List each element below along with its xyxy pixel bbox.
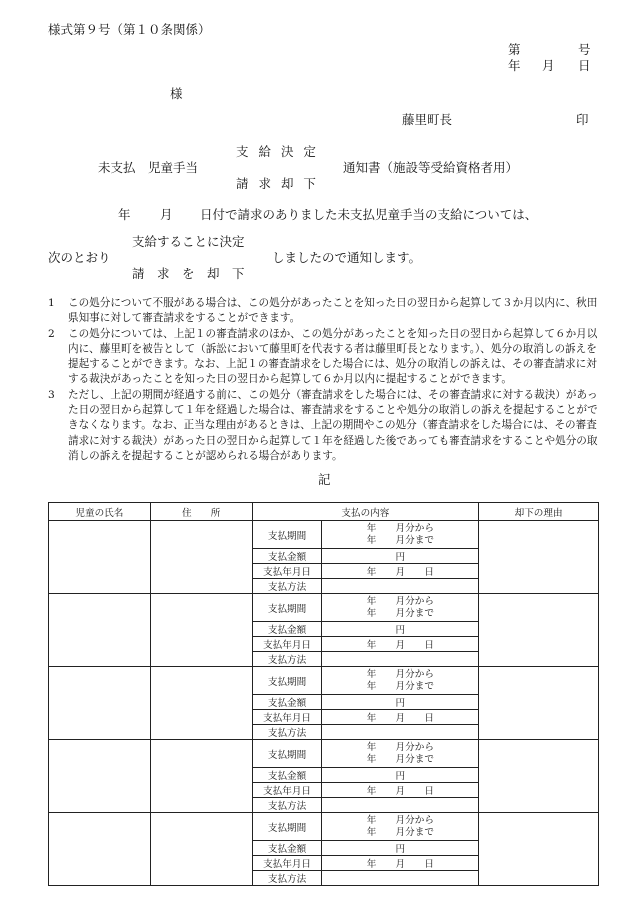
table-row [49,594,599,622]
amount-label: 支払金額 [252,695,322,710]
title-option-grant: 支 給 決 定 [236,144,319,159]
body-right-text: しましたので通知します。 [272,250,422,265]
note-item [48,388,600,464]
period-from: 年 月分から [366,595,434,607]
note-item [48,296,600,327]
method-label: 支払方法 [252,725,322,740]
amount-value[interactable]: 円 [322,549,479,564]
form-number: 様式第９号（第１０条関係） [48,22,211,37]
period-to: 年 月分まで [366,680,434,692]
amount-label: 支払金額 [252,622,322,637]
amount-label: 支払金額 [252,549,322,564]
period-label: 支払期間 [252,813,322,841]
table-row [49,667,599,695]
address-cell[interactable] [150,667,252,740]
date-value[interactable]: 年 月 日 [322,564,479,579]
method-value[interactable] [322,871,479,886]
period-from: 年 月分から [366,668,434,680]
table-row [49,521,599,549]
method-value[interactable] [322,798,479,813]
reason-cell[interactable] [479,521,599,594]
table-row [49,813,599,841]
period-label: 支払期間 [252,740,322,768]
period-to: 年 月分まで [366,607,434,619]
method-label: 支払方法 [252,798,322,813]
child-name-cell[interactable] [49,594,151,667]
date-month-label: 月 [542,58,555,73]
date-label: 支払年月日 [252,564,322,579]
seal-mark: 印 [576,112,589,127]
address-cell[interactable] [150,521,252,594]
method-label: 支払方法 [252,652,322,667]
period-value[interactable] [322,521,479,549]
date-day-label: 日 [578,58,591,73]
child-name-cell[interactable] [49,521,151,594]
method-label: 支払方法 [252,579,322,594]
period-to: 年 月分まで [366,826,434,838]
note-number: 1 [48,297,55,309]
amount-value[interactable]: 円 [322,841,479,856]
method-value[interactable] [322,579,479,594]
period-to: 年 月分まで [366,534,434,546]
notes-section [48,296,600,464]
ki-heading: 記 [318,472,331,487]
period-from: 年 月分から [366,741,434,753]
date-value[interactable]: 年 月 日 [322,783,479,798]
period-value[interactable] [322,740,479,768]
amount-value[interactable]: 円 [322,622,479,637]
title-prefix: 未支払 児童手当 [98,160,199,175]
child-name-cell[interactable] [49,740,151,813]
child-name-cell[interactable] [49,667,151,740]
period-from: 年 月分から [366,522,434,534]
period-label: 支払期間 [252,594,322,622]
period-value[interactable] [322,813,479,841]
period-value[interactable] [322,667,479,695]
period-to: 年 月分まで [366,753,434,765]
method-value[interactable] [322,725,479,740]
note-text: この処分については、上記１の審査請求のほか、この処分があったことを知った日の翌日から起算して６か月以内に、藤里町を被告として（訴訟において藤里町を代表する者は藤里町長となります。）、処分の取消しの訴えを提起することができます。なお、上記１の審査請求をした場合には、処分の取消しの訴えは、その審査請求に対する裁決があったことを知った日の翌日から起算して６か月以内に提起することができます。 [68,327,598,386]
body-option-reject: 請 求 を 却 下 [132,266,245,281]
number-label-left: 第 [508,42,521,57]
date-value[interactable]: 年 月 日 [322,856,479,871]
amount-label: 支払金額 [252,768,322,783]
date-label: 支払年月日 [252,710,322,725]
period-value[interactable] [322,594,479,622]
header-child-name: 児童の氏名 [49,503,151,521]
amount-label: 支払金額 [252,841,322,856]
header-rejection-reason: 却下の理由 [479,503,599,521]
title-option-reject: 請 求 却 下 [236,176,319,191]
reason-cell[interactable] [479,667,599,740]
addressee-suffix: 様 [170,86,183,101]
date-year-label: 年 [508,58,521,73]
date-label: 支払年月日 [252,783,322,798]
note-text: この処分について不服がある場合は、この処分があったことを知った日の翌日から起算して３か月以内に、秋田県知事に対して審査請求をすることができます。 [68,297,598,325]
reason-cell[interactable] [479,813,599,886]
note-number: 2 [48,327,55,340]
table-row [49,740,599,768]
amount-value[interactable]: 円 [322,695,479,710]
address-cell[interactable] [150,594,252,667]
period-label: 支払期間 [252,521,322,549]
body-option-grant: 支給することに決定 [132,234,245,249]
reason-cell[interactable] [479,740,599,813]
number-label-right: 号 [578,42,591,57]
date-value[interactable]: 年 月 日 [322,710,479,725]
body-year: 年 [118,207,131,222]
issuer-title: 藤里町長 [402,112,453,127]
address-cell[interactable] [150,813,252,886]
header-payment-content: 支払の内容 [252,503,479,521]
body-month: 月 [160,207,173,222]
header-address: 住 所 [150,503,252,521]
note-item [48,327,600,388]
note-text: ただし、上記の期間が経過する前に、この処分（審査請求をした場合には、その審査請求に対する裁決）があった日の翌日から起算して１年を経過した場合は、審査請求をすることや処分の取消しの訴えを提起することができなくなります。なお、正当な理由があるときは、上記の期間やこの処分（審査請求をした場合には、その審査請求に対する裁決）があった日の翌日から起算して１年を経過した後であっても審査請求をすることや処分の取消しの訴えを提起することが認められる場合があります。 [68,388,598,462]
child-name-cell[interactable] [49,813,151,886]
method-label: 支払方法 [252,871,322,886]
date-value[interactable]: 年 月 日 [322,637,479,652]
address-cell[interactable] [150,740,252,813]
date-label: 支払年月日 [252,637,322,652]
table-header-row [49,503,599,521]
amount-value[interactable]: 円 [322,768,479,783]
title-suffix: 通知書（施設等受給資格者用） [343,160,519,175]
period-label: 支払期間 [252,667,322,695]
method-value[interactable] [322,652,479,667]
payment-table [48,502,599,886]
body-left-text: 次のとおり [48,250,111,265]
period-from: 年 月分から [366,814,434,826]
body-line1: 日付で請求のありました未支払児童手当の支給については、 [200,207,538,222]
reason-cell[interactable] [479,594,599,667]
date-label: 支払年月日 [252,856,322,871]
note-number: 3 [48,388,55,401]
